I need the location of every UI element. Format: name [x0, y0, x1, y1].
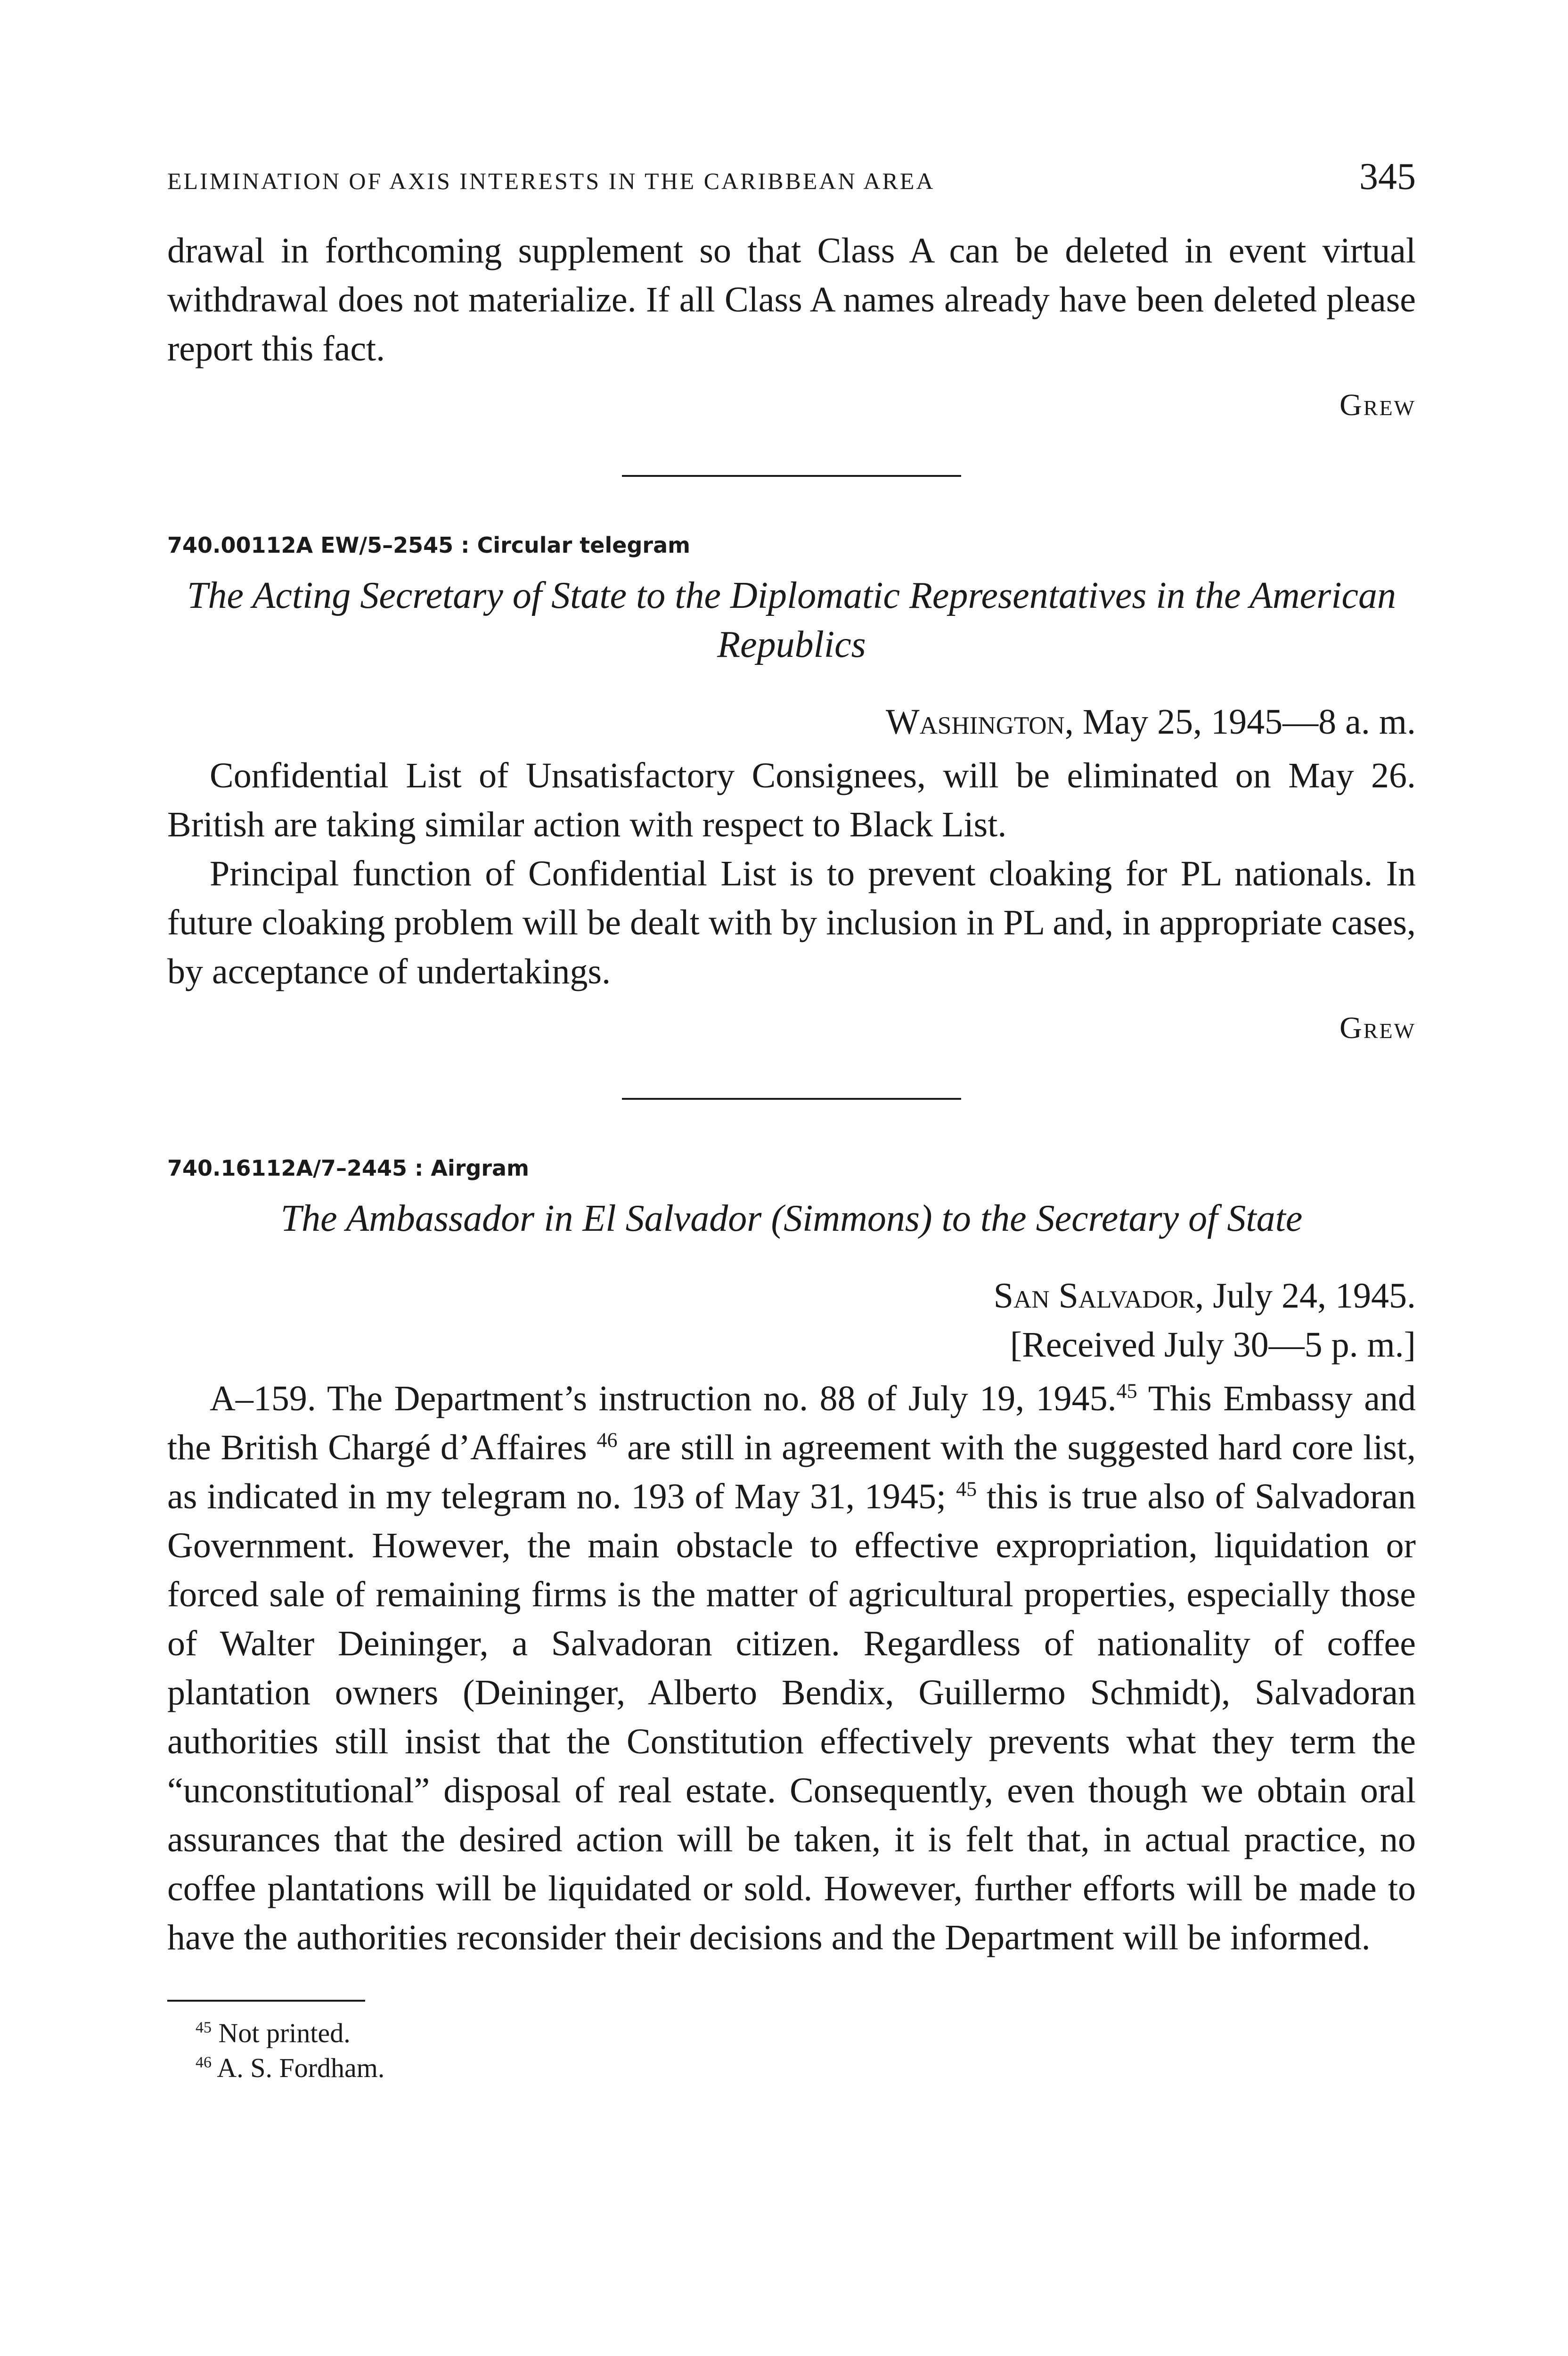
footnote-ref: 46 [596, 1428, 618, 1452]
footnote-rule [167, 2000, 365, 2002]
paragraph-2: Principal function of Confidential List is to prevent cloaking for PL nationals. In future cloaking problem will be dealt with by inclusion in PL and, in appropriate cases, by acceptance of undertakings. [167, 854, 1416, 991]
running-header [167, 155, 1416, 207]
received-line: [Received July 30—5 p. m.] [1010, 1325, 1416, 1365]
document-heading-1: The Acting Secretary of State to the Diplomatic Representatives in the American Republics [187, 575, 1396, 665]
document-page [167, 155, 1416, 2086]
body-text: This Embassy and the British Chargé d’Affaires [167, 1379, 1416, 1467]
continued-paragraph: drawal in forthcoming supplement so that Class A can be deleted in event virtual withdrawal does not materialize. If all Class A names already have been deleted please report this fact. [167, 231, 1416, 368]
dateline-place-2: San Salvador, [993, 1276, 1204, 1316]
footnote-46 [167, 2051, 1416, 2086]
document-heading-2: The Ambassador in El Salvador (Simmons) to the Secretary of State [280, 1198, 1303, 1239]
footnote-number: 45 [196, 2019, 212, 2037]
footnote-45 [167, 2016, 1416, 2051]
footnote-ref: 45 [956, 1477, 977, 1501]
section-divider [622, 1098, 961, 1100]
dateline-date-2: July 24, 1945. [1213, 1276, 1416, 1316]
dateline-1 [167, 697, 1416, 746]
running-title: ELIMINATION OF AXIS INTERESTS IN THE CARIBBEAN AREA [167, 168, 935, 194]
footnote-number: 46 [196, 2053, 212, 2071]
file-reference-1: 740.00112A EW/5–2545 : Circular telegram [167, 532, 691, 558]
section-divider [622, 475, 961, 477]
footnote-text: A. S. Fordham. [217, 2053, 385, 2083]
dateline-place-1: Washington, [885, 702, 1074, 742]
page-number: 345 [1359, 156, 1416, 197]
body-text: A–159. The Department’s instruction no. 88 of July 19, 1945. [210, 1379, 1117, 1418]
file-reference-2: 740.16112A/7–2445 : Airgram [167, 1155, 530, 1181]
signature-grew-1: Grew [1339, 388, 1416, 422]
body-text: are still in agreement with the suggested hard core list, as indicated in my telegram no. 193 of May 31, 1945; [167, 1428, 1416, 1516]
signature-grew-2: Grew [1339, 1011, 1416, 1045]
airgram-body [167, 1374, 1416, 1962]
footnote-text: Not printed. [218, 2018, 351, 2048]
footnote-ref: 45 [1116, 1379, 1137, 1403]
dateline-date-1: May 25, 1945—8 a. m. [1082, 702, 1416, 742]
dateline-2 [167, 1271, 1416, 1320]
paragraph-1: Confidential List of Unsatisfactory Consignees, will be eliminated on May 26. British are taking similar action with respect to Black List. [167, 756, 1416, 844]
body-text: this is true also of Salvadoran Government. However, the main obstacle to effective expropriation, liquidation or forced sale of remaining firms is the matter of agricultural properties, especially those of Walter Deininger, a Salvadoran citizen. Regardless of nationality of coffee plantation owners (Deininger, Alberto Bendix, Guillermo Schmidt), Salvadoran authorities still insist that the Constitution effectively prevents what they term the “unconstitutional” disposal of real estate. Consequently, even though we obtain oral assurances that the desired action will be taken, it is felt that, in actual practice, no coffee plantations will be liquidated or sold. However, further efforts will be made to have the authorities reconsider their decisions and the Department will be informed. [167, 1477, 1416, 1957]
